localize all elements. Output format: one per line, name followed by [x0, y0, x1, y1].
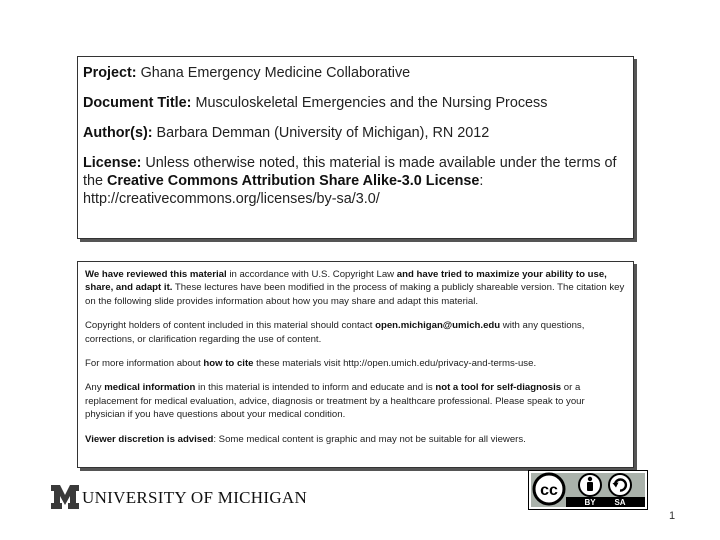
copyright-paragraph: Copyright holders of content included in this material should contact open.michigan@umich.edu with any questions, corrections, or clarification regarding the use of content. — [85, 320, 585, 345]
slide-number: 1 — [669, 510, 676, 522]
license-line: License: Unless otherwise noted, this material is made available under the terms of the Creative Commons Attribution Share Alike-3.0 License: http://creativecommons.org/licenses/by-sa/3.0/ — [83, 155, 617, 207]
cc-by-sa-badge — [528, 470, 648, 510]
cc-by-label: BY — [584, 498, 596, 507]
share-alike-icon — [609, 474, 631, 496]
um-wordmark: UNIVERSITY OF MICHIGAN — [82, 488, 308, 507]
discretion-paragraph: Viewer discretion is advised: Some medical content is graphic and may not be suitable for all viewers. — [85, 433, 526, 445]
contact-email: open.michigan@umich.edu — [375, 320, 501, 332]
license-name: Creative Commons Attribution Share Alike-3.0 License — [107, 173, 480, 189]
project-line: Project: Ghana Emergency Medicine Collaborative — [83, 65, 411, 81]
license-url: http://creativecommons.org/licenses/by-sa/3.0/ — [83, 191, 380, 207]
document-title-line: Document Title: Musculoskeletal Emergencies and the Nursing Process — [83, 95, 548, 111]
university-of-michigan-logo — [50, 484, 308, 512]
block-m-icon — [50, 484, 80, 510]
medical-paragraph: Any medical information in this material is intended to inform and educate and is not a tool for self-diagnosis or a replacement for medical evaluation, advice, diagnosis or treatment by a healthcare professional. Please speak to your physician if you have questions about your medical condition. — [85, 382, 585, 421]
cc-badge-text: cc — [540, 482, 558, 499]
license-info-box — [77, 56, 634, 239]
author-line: Author(s): Barbara Demman (University of Michigan), RN 2012 — [83, 125, 490, 141]
disclaimer-box — [77, 261, 634, 468]
review-paragraph: We have reviewed this material in accordance with U.S. Copyright Law and have tried to maximize your ability to use, share, and adapt it. These lectures have been modified in the process of making a publicly shareable version. The citation key on the following slide provides information about how you may share and adapt this material. — [85, 269, 625, 307]
citation-paragraph: For more information about how to cite these materials visit http://open.umich.edu/privacy-and-terms-use. — [85, 358, 537, 370]
cc-sa-label: SA — [614, 498, 626, 507]
